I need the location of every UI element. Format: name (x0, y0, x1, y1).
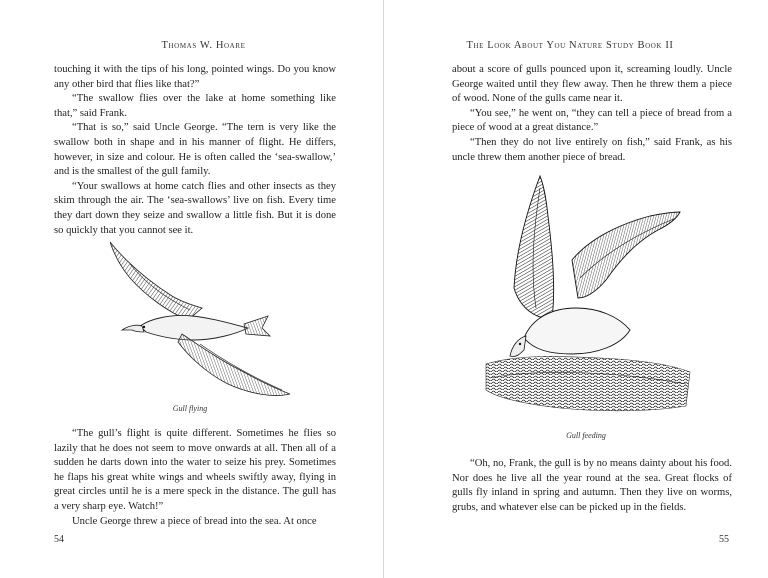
left-text-bottom (54, 427, 336, 529)
gull-flying-drawing (110, 234, 290, 402)
right-text-bottom (452, 457, 732, 515)
paragraph: “You see,” he went on, “they can tell a piece of bread from a piece of wood at a great distance.” (452, 107, 732, 134)
gull-feeding-illustration (480, 168, 695, 423)
right-page (384, 0, 768, 578)
paragraph: “The gull’s flight is quite different. Sometimes he flies so lazily that he does not seem to move onwards at all. Then all of a sudden he darts down into the water to seize his prey. Sometimes he flaps his great white wings and wheels swiftly away, flying in great circles until he is a mere speck in the distance. The gull has a very sharp eye. Watch!” (54, 428, 336, 512)
page-number: 55 (719, 534, 729, 545)
running-header-author: Thomas W. Hoare (161, 40, 246, 51)
paragraph: “That is so,” said Uncle George. “The tern is very like the swallow both in shape and in his manner of flight. He differs, however, in size and colour. He is often called the ‘sea-swallow,’ and is the smallest of the gull family. (54, 122, 336, 178)
left-text-top (54, 63, 336, 238)
paragraph: “The swallow flies over the lake at home something like that,” said Frank. (54, 93, 336, 119)
paragraph: “Then they do not live entirely on fish,” said Frank, as his uncle threw them another piece of bread. (452, 136, 732, 163)
gull-feeding-drawing (480, 168, 695, 423)
paragraph: “Oh, no, Frank, the gull is by no means dainty about his food. Nor does he live all the year round at the sea. Great flocks of gulls fly inland in spring and autumn. Then they live on worms, grubs, and whatever else can be picked up in the fields. (452, 458, 732, 513)
illustration-caption: Gull feeding (566, 431, 606, 440)
page-number: 54 (54, 534, 64, 545)
paragraph: touching it with the tips of his long, pointed wings. Do you know any other bird that flies like that?” (54, 64, 336, 90)
paragraph: “Your swallows at home catch flies and other insects as they skim through the air. The ‘sea-swallows’ live on fish. Every time they dart down they seize and swallow a little fish. But it is done so quickly that you cannot see it. (54, 180, 336, 236)
left-page (0, 0, 383, 578)
gull-flying-illustration (110, 234, 290, 402)
right-text-top (452, 63, 732, 165)
paragraph: Uncle George threw a piece of bread into the sea. At once (72, 515, 317, 527)
paragraph: about a score of gulls pounced upon it, screaming loudly. Uncle George waited until they flew away. Then he threw them a piece of wood. None of the gulls came near it. (452, 64, 732, 105)
illustration-caption: Gull flying (172, 404, 208, 413)
running-header-title: The Look About You Nature Study Book II (466, 40, 674, 51)
